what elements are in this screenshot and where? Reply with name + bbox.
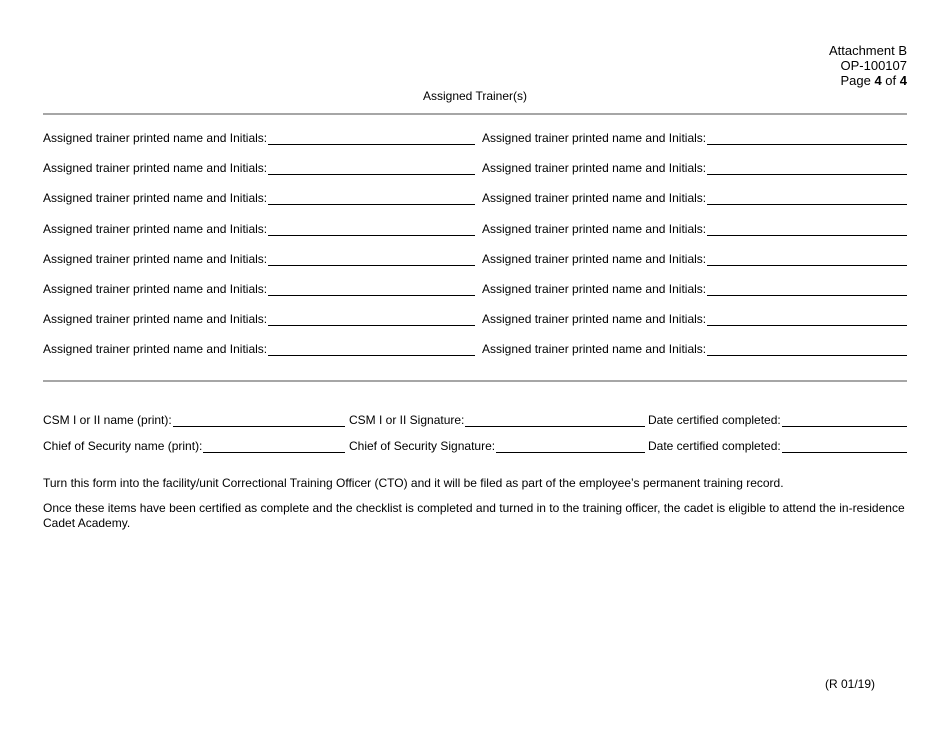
trainer-field-left-5[interactable] — [43, 250, 475, 266]
trainer-field-right-2[interactable] — [482, 159, 907, 175]
trainer-label: Assigned trainer printed name and Initials: — [43, 252, 268, 266]
trainer-field-left-8[interactable] — [43, 340, 475, 356]
trainer-name-line[interactable] — [268, 192, 475, 205]
trainer-name-line[interactable] — [268, 313, 475, 326]
chief-signature-field[interactable] — [349, 437, 645, 453]
page-current: 4 — [874, 73, 882, 88]
trainer-field-right-6[interactable] — [482, 280, 907, 296]
trainer-label: Assigned trainer printed name and Initials: — [43, 282, 268, 296]
csm-date-field[interactable] — [648, 411, 907, 427]
attachment-label: Attachment B — [828, 43, 907, 58]
csm-name-label: CSM I or II name (print): — [43, 413, 172, 427]
trainer-name-line[interactable] — [707, 253, 907, 266]
chief-date-line[interactable] — [782, 440, 907, 453]
instruction-paragraph-1: Turn this form into the facility/unit Correctional Training Officer (CTO) and it will be filed as part of the employee’s permanent training record. — [43, 476, 784, 490]
trainer-name-line[interactable] — [268, 162, 475, 175]
document-header — [829, 43, 907, 88]
trainer-label: Assigned trainer printed name and Initials: — [43, 191, 268, 205]
trainer-label: Assigned trainer printed name and Initials: — [43, 131, 268, 145]
trainer-label: Assigned trainer printed name and Initials: — [43, 342, 268, 356]
instruction-paragraph-2: Once these items have been certified as complete and the checklist is completed and turned in to the training officer, the cadet is eligible to attend the in-residence Cadet Academy. — [43, 501, 905, 530]
trainer-label: Assigned trainer printed name and Initials: — [482, 312, 707, 326]
top-divider — [43, 113, 907, 115]
chief-date-field[interactable] — [648, 437, 907, 453]
trainer-label: Assigned trainer printed name and Initials: — [482, 191, 707, 205]
trainer-label: Assigned trainer printed name and Initials: — [482, 282, 707, 296]
page-prefix: Page — [840, 73, 871, 88]
trainer-name-line[interactable] — [707, 192, 907, 205]
trainer-label: Assigned trainer printed name and Initials: — [482, 252, 707, 266]
trainer-label: Assigned trainer printed name and Initials: — [43, 161, 268, 175]
trainer-field-left-7[interactable] — [43, 310, 475, 326]
document-number: OP-100107 — [840, 58, 907, 73]
trainer-label: Assigned trainer printed name and Initials: — [43, 312, 268, 326]
trainer-field-right-1[interactable] — [482, 129, 907, 145]
trainer-name-line[interactable] — [707, 223, 907, 236]
trainer-name-line[interactable] — [707, 313, 907, 326]
chief-name-line[interactable] — [203, 440, 345, 453]
csm-date-label: Date certified completed: — [648, 413, 781, 427]
csm-signature-field[interactable] — [349, 411, 645, 427]
trainer-name-line[interactable] — [707, 343, 907, 356]
trainer-label: Assigned trainer printed name and Initials: — [482, 342, 707, 356]
chief-signature-line[interactable] — [496, 440, 645, 453]
trainer-label: Assigned trainer printed name and Initials: — [43, 222, 268, 236]
bottom-divider — [43, 380, 907, 382]
csm-date-line[interactable] — [782, 414, 907, 427]
trainer-name-line[interactable] — [707, 283, 907, 296]
trainer-field-left-6[interactable] — [43, 280, 475, 296]
section-title: Assigned Trainer(s) — [422, 89, 528, 103]
trainer-field-left-2[interactable] — [43, 159, 475, 175]
chief-name-field[interactable] — [43, 437, 345, 453]
trainer-name-line[interactable] — [268, 132, 475, 145]
trainer-label: Assigned trainer printed name and Initials: — [482, 161, 707, 175]
chief-date-label: Date certified completed: — [648, 439, 781, 453]
trainer-name-line[interactable] — [268, 253, 475, 266]
trainer-name-line[interactable] — [268, 223, 475, 236]
trainer-label: Assigned trainer printed name and Initials: — [482, 131, 707, 145]
trainer-name-line[interactable] — [707, 162, 907, 175]
csm-signature-label: CSM I or II Signature: — [349, 413, 465, 427]
trainer-name-line[interactable] — [268, 283, 475, 296]
trainer-field-right-8[interactable] — [482, 340, 907, 356]
page-indicator — [829, 73, 907, 88]
chief-name-label: Chief of Security name (print): — [43, 439, 203, 453]
csm-name-line[interactable] — [173, 414, 345, 427]
page-of: of — [885, 73, 897, 88]
page-total: 4 — [899, 73, 907, 88]
trainer-field-right-5[interactable] — [482, 250, 907, 266]
trainer-label: Assigned trainer printed name and Initials: — [482, 222, 707, 236]
csm-name-field[interactable] — [43, 411, 345, 427]
revision-code: (R 01/19) — [824, 677, 875, 691]
trainer-field-left-3[interactable] — [43, 189, 475, 205]
trainer-field-right-4[interactable] — [482, 220, 907, 236]
csm-signature-line[interactable] — [465, 414, 645, 427]
trainer-name-line[interactable] — [268, 343, 475, 356]
trainer-field-right-3[interactable] — [482, 189, 907, 205]
trainer-name-line[interactable] — [707, 132, 907, 145]
trainer-field-right-7[interactable] — [482, 310, 907, 326]
trainer-field-left-1[interactable] — [43, 129, 475, 145]
trainer-field-left-4[interactable] — [43, 220, 475, 236]
chief-signature-label: Chief of Security Signature: — [349, 439, 496, 453]
